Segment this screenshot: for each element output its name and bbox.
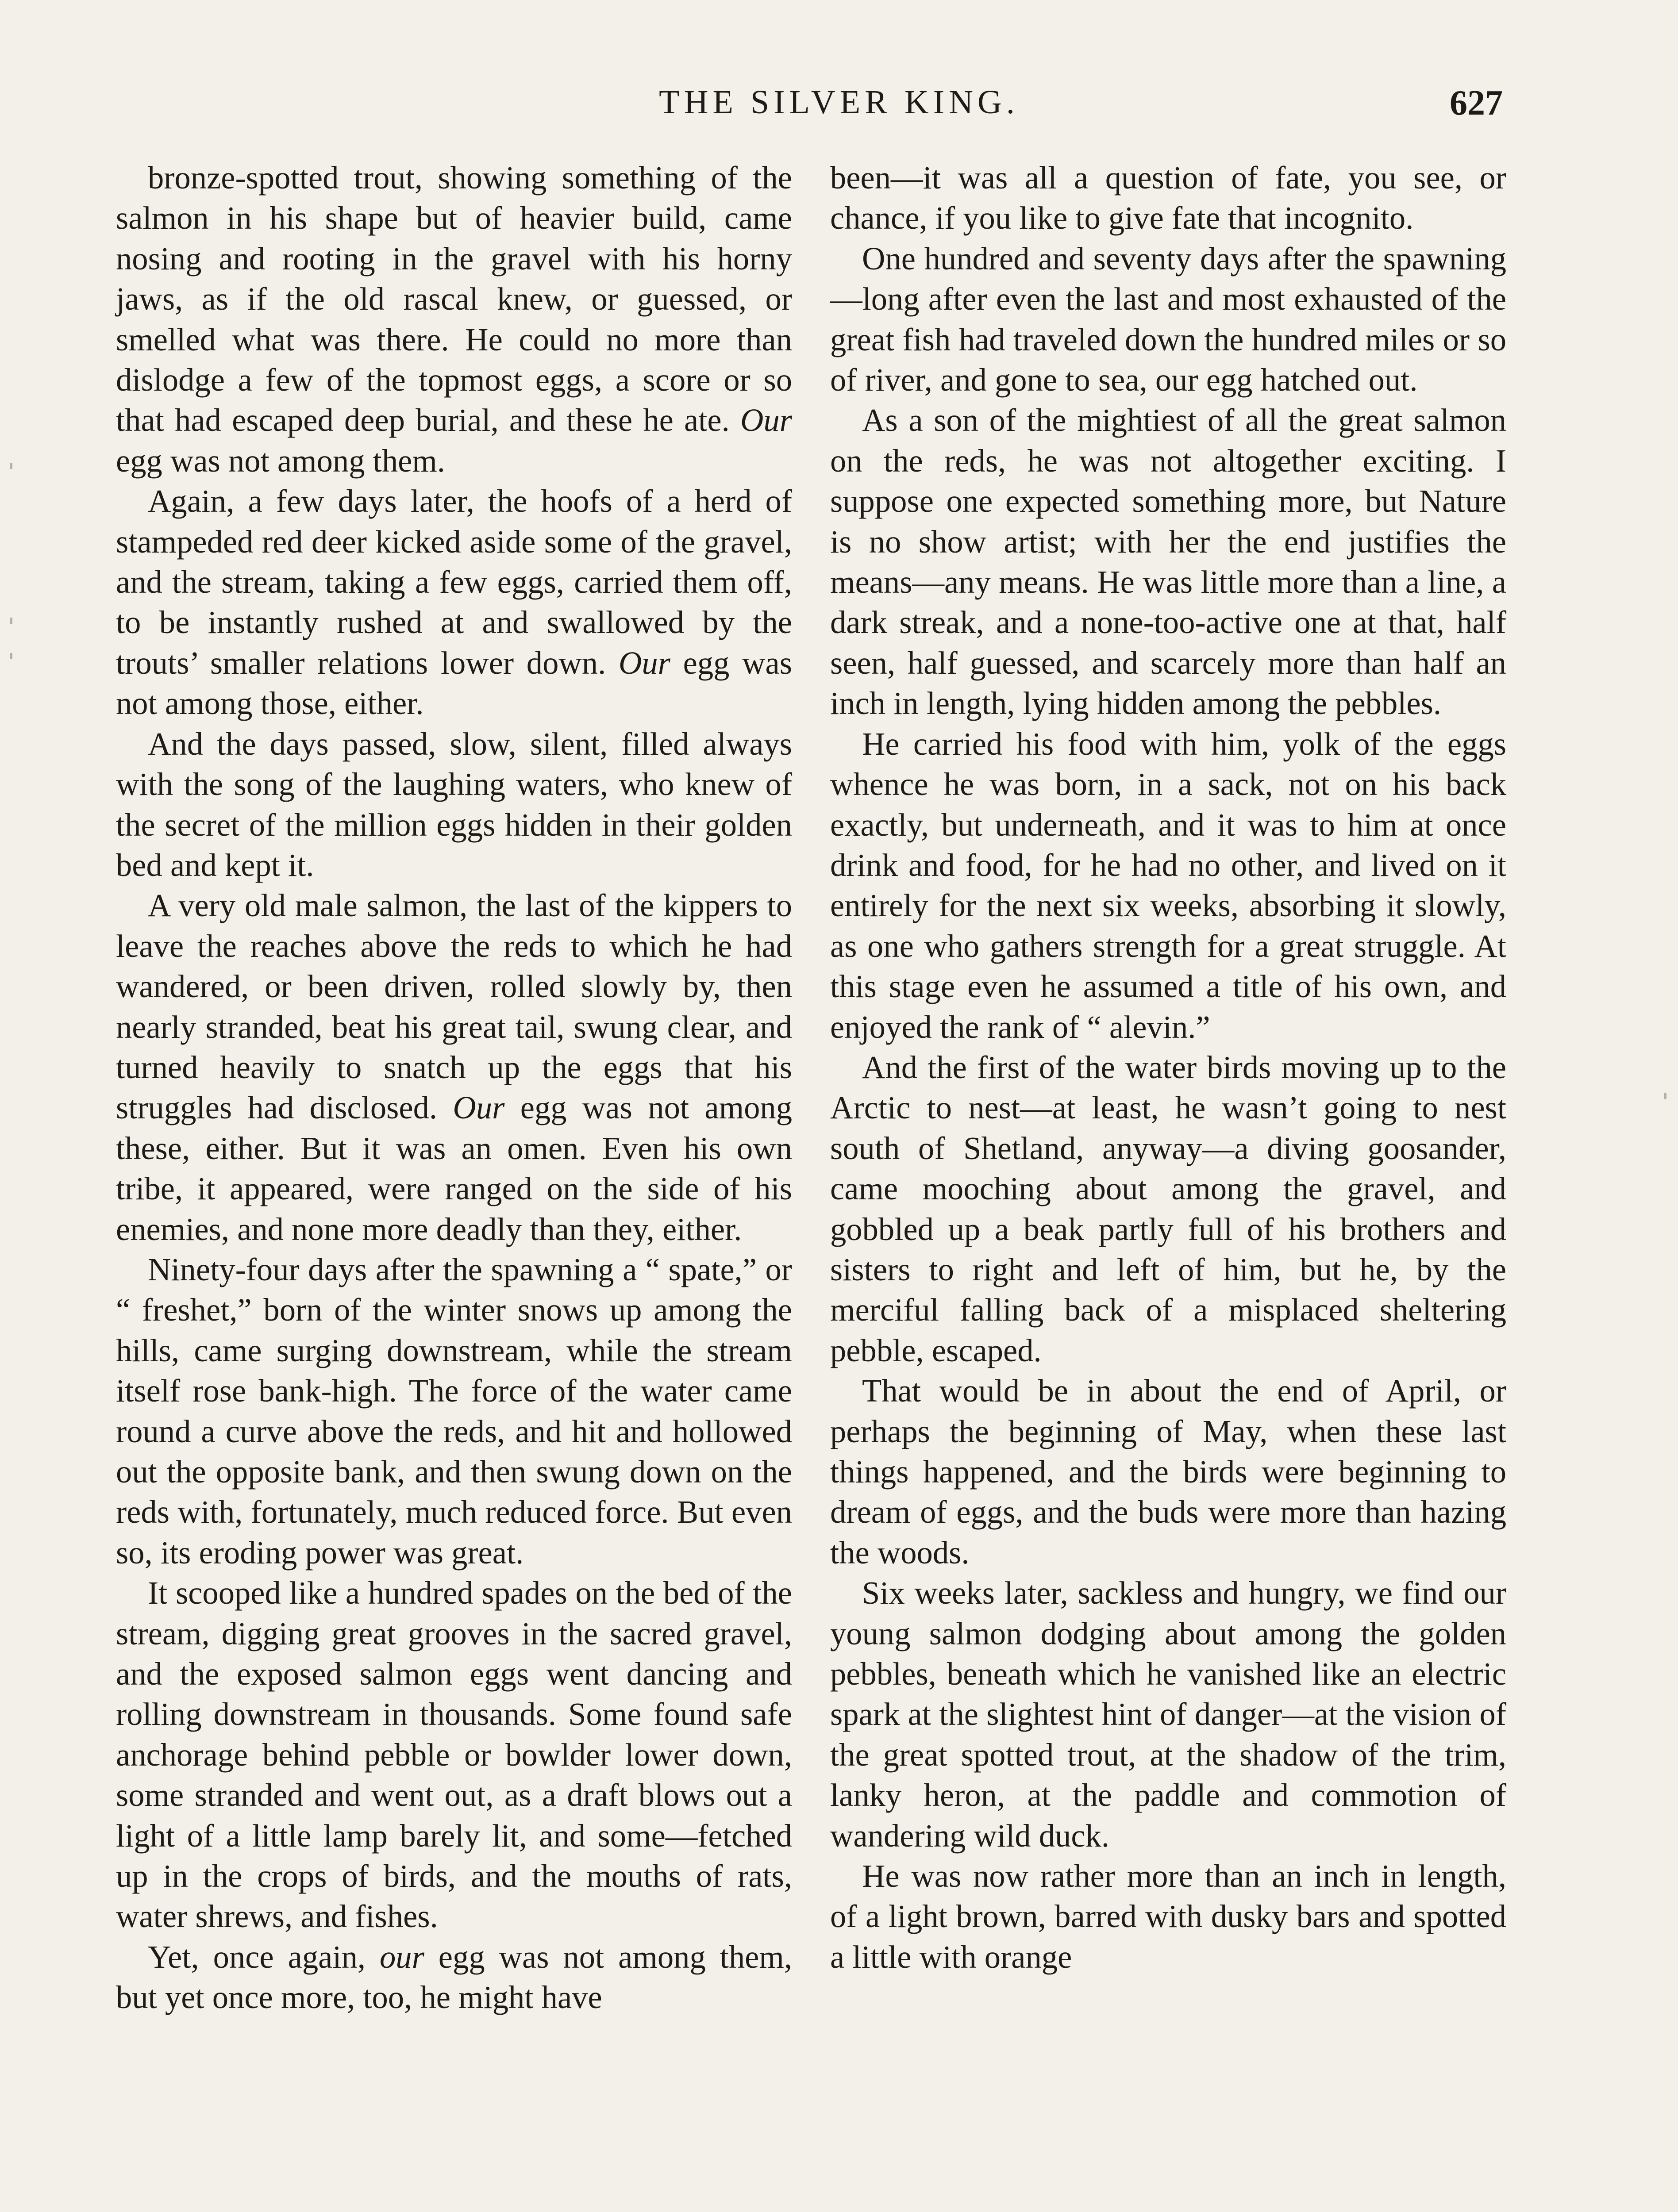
emphasis-text: Our xyxy=(453,1090,505,1126)
margin-speck xyxy=(10,463,12,469)
text-run: egg was not among these, either. But it was an omen. Even his own tribe, it appeared, were ranged on the side of his enemies, and none more deadly than they, either. xyxy=(116,1090,792,1247)
margin-speck xyxy=(10,653,12,659)
margin-speck xyxy=(1664,1093,1666,1099)
emphasis-text: Our xyxy=(618,645,670,681)
text-run: A very old male salmon, the last of the kippers to leave the reaches above the reds to which he had wandered, or been driven, rolled slowly by, then nearly stranded, beat his great tail, swung clear, and turned heavily to snatch up the eggs that his struggles had disclosed. xyxy=(116,887,792,1126)
text-run: He carried his food with him, yolk of the eggs whence he was born, in a sack, not on his back exactly, but underneath, and it was to him at once drink and food, for he had no other, and lived on it entirely for the next six weeks, absorbing it slowly, as one who gathers strength for a great struggle. At this stage even he assumed a title of his own, and enjoyed the rank of “ alevin.” xyxy=(830,726,1506,1045)
text-run: egg was not among those, either. xyxy=(116,645,792,722)
paragraph xyxy=(830,1856,1506,1977)
text-run: egg was not among them. xyxy=(116,442,445,479)
left-column xyxy=(116,157,792,2018)
margin-speck xyxy=(10,618,12,624)
text-run: And the days passed, slow, silent, filled always with the song of the laughing waters, who knew of the secret of the million eggs hidden in their golden bed and kept it. xyxy=(116,726,792,883)
paragraph xyxy=(830,1573,1506,1856)
text-run: been—it was all a question of fate, you see, or chance, if you like to give fate that incognito. xyxy=(830,160,1506,236)
page-number: 627 xyxy=(1450,84,1503,123)
text-run: That would be in about the end of April, or perhaps the beginning of May, when these last things happened, and the birds were beginning to dream of eggs, and the buds were more than hazing the woods. xyxy=(830,1373,1506,1571)
text-run: Ninety-four days after the spawning a “ spate,” or “ freshet,” born of the winter snows up among the hills, came surging downstream, while the stream itself rose bank-high. The force of the water came round a curve above the reds, and hit and hollowed out the opposite bank, and then swung down on the reds with, fortunately, much reduced force. But even so, its eroding power was great. xyxy=(116,1251,792,1571)
text-run: And the first of the water birds moving up to the Arctic to nest—at least, he wasn’t going to nest south of Shetland, anyway—a diving goosander, came mooching about among the gravel, and gobbled up a beak partly full of his brothers and sisters to right and left of him, but he, by the merciful falling back of a misplaced sheltering pebble, escaped. xyxy=(830,1049,1506,1368)
paragraph xyxy=(116,1937,792,2018)
emphasis-text: our xyxy=(379,1939,424,1975)
text-run: bronze-spotted trout, showing something of the salmon in his shape but of heavier build, came nosing and rooting in the gravel with his horny jaws, as if the old rascal knew, or guessed, or smelled what was there. He could no more than dislodge a few of the topmost eggs, a score or so that had escaped deep burial, and these he ate. xyxy=(116,160,792,438)
paragraph xyxy=(830,238,1506,400)
paragraph xyxy=(830,157,1506,238)
text-run: Again, a few days later, the hoofs of a herd of stampeded red deer kicked aside some of the gravel, and the stream, taking a few eggs, carried them off, to be instantly rushed at and swallowed by the trouts’ smaller relations lower down. xyxy=(116,483,792,681)
running-title: THE SILVER KING. xyxy=(659,84,1019,121)
emphasis-text: Our xyxy=(740,402,792,438)
paragraph xyxy=(830,1047,1506,1371)
paragraph xyxy=(116,1573,792,1937)
paragraph xyxy=(116,481,792,723)
paragraph xyxy=(116,724,792,886)
text-run: egg was not among them, but yet once more, too, he might have xyxy=(116,1939,793,2016)
paragraph xyxy=(116,157,792,481)
text-run: As a son of the mightiest of all the great salmon on the reds, he was not altogether exciting. I suppose one expected something more, but Nature is no show artist; with her the end justifies the means—any means. He was little more than a line, a dark streak, and a none-too-active one at that, half seen, half guessed, and scarcely more than half an inch in length, lying hidden among the pebbles. xyxy=(830,402,1506,722)
paragraph xyxy=(830,1371,1506,1573)
paragraph xyxy=(116,885,792,1249)
text-run: Yet, once again, xyxy=(148,1939,380,1975)
text-run: He was now rather more than an inch in length, of a light brown, barred with dusky bars and spotted a little with orange xyxy=(830,1858,1506,1975)
paragraph xyxy=(830,724,1506,1047)
paragraph xyxy=(830,400,1506,723)
paragraph xyxy=(116,1249,792,1573)
text-run: Six weeks later, sackless and hungry, we find our young salmon dodging about among the golden pebbles, beneath which he vanished like an electric spark at the slightest hint of danger—at the vision of the great spotted trout, at the shadow of the trim, lanky heron, at the paddle and commotion of wandering wild duck. xyxy=(830,1575,1506,1854)
text-run: One hundred and seventy days after the spawning—long after even the last and most exhausted of the great fish had traveled down the hundred miles or so of river, and gone to sea, our egg hatched out. xyxy=(830,240,1506,398)
right-column xyxy=(830,157,1506,1977)
text-run: It scooped like a hundred spades on the bed of the stream, digging great grooves in the sacred gravel, and the exposed salmon eggs went dancing and rolling downstream in thousands. Some found safe anchorage behind pebble or bowlder lower down, some stranded and went out, as a draft blows out a light of a little lamp barely lit, and some—fetched up in the crops of birds, and the mouths of rats, water shrews, and fishes. xyxy=(116,1575,792,1935)
